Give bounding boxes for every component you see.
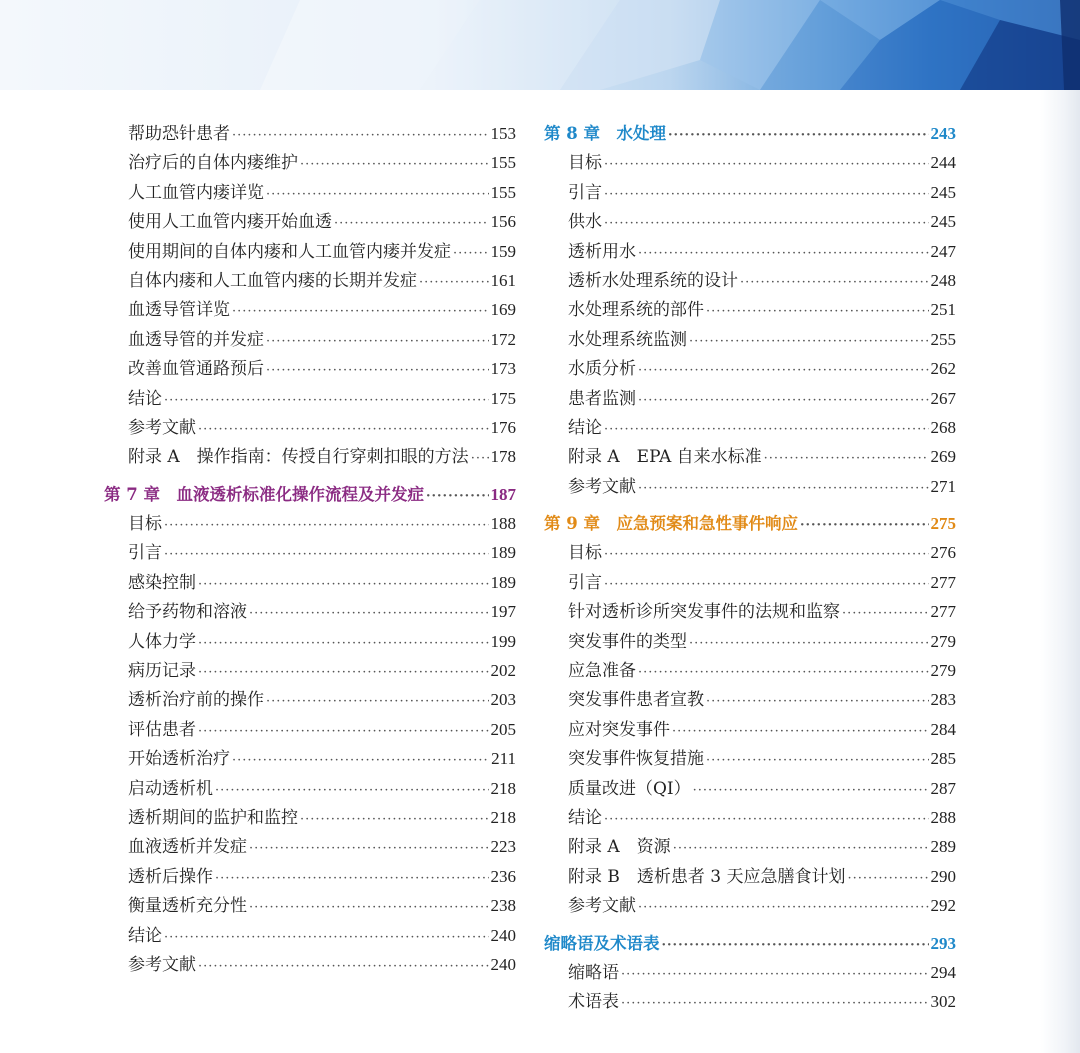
toc-page-number: 248: [930, 270, 956, 290]
toc-page-number: 240: [490, 954, 516, 974]
toc-page-number: 244: [930, 153, 956, 173]
toc-page-number: 172: [490, 329, 516, 349]
dot-leader: [604, 570, 929, 599]
dot-leader: [249, 893, 489, 922]
dot-leader: [604, 150, 929, 179]
toc-entry-title: 目标: [568, 153, 602, 174]
toc-entry-title: 附录 B 透析患者 3 天应急膳食计划: [568, 866, 846, 887]
toc-entry-title: 附录 A 操作指南：传授自行穿刺扣眼的方法: [128, 447, 469, 468]
toc-page-number: 251: [930, 300, 956, 320]
toc-entry: [104, 266, 516, 295]
toc-entry-title: 应急准备: [568, 661, 636, 682]
page-edge-decoration: [1040, 90, 1080, 1053]
toc-entry-title: 透析期间的监护和监控: [128, 807, 298, 828]
toc-page-number: 275: [930, 514, 956, 534]
dot-leader: [689, 629, 929, 658]
toc-entry: [544, 538, 956, 567]
toc-entry-title: 评估患者: [128, 719, 196, 740]
toc-page-number: 302: [930, 992, 956, 1012]
toc-page-number: 294: [930, 962, 956, 982]
dot-leader: [673, 834, 929, 863]
dot-leader: [215, 864, 489, 893]
dot-leader: [621, 960, 929, 989]
dot-leader: [249, 599, 489, 628]
dot-leader: [266, 356, 489, 385]
toc-page-number: 155: [490, 153, 516, 173]
toc-entry-title: 自体内瘘和人工血管内瘘的长期并发症: [128, 270, 417, 291]
toc-entry: [104, 891, 516, 920]
dot-leader: [300, 805, 489, 834]
toc-entry: [104, 119, 516, 148]
dot-leader: [740, 268, 929, 297]
toc-entry-title: 治疗后的自体内瘘维护: [128, 153, 298, 174]
toc-entry: [544, 237, 956, 266]
toc-entry-title: 参考文献: [128, 954, 196, 975]
dot-leader: [638, 239, 929, 268]
toc-entry-title: 引言: [568, 182, 602, 203]
toc-entry-title: 术语表: [568, 992, 619, 1013]
toc-entry-title: 血液透析并发症: [128, 837, 247, 858]
toc-page-number: 178: [490, 447, 516, 467]
toc-entry-title: 附录 A EPA 自来水标准: [568, 447, 762, 468]
toc-entry: [544, 568, 956, 597]
toc-entry-title: 衡量透析充分性: [128, 896, 247, 917]
toc-entry: [104, 413, 516, 442]
toc-entry: [544, 266, 956, 295]
toc-page-number: 288: [930, 807, 956, 827]
toc-page-number: 153: [490, 124, 516, 143]
dot-leader: [604, 209, 929, 238]
toc-page-number: 205: [490, 719, 516, 739]
toc-page-number: 156: [490, 212, 516, 232]
toc-page-number: 293: [930, 933, 956, 953]
toc-entry-title: 透析用水: [568, 241, 636, 262]
dot-leader: [848, 864, 929, 893]
dot-leader: [764, 444, 929, 473]
toc-entry: [104, 325, 516, 354]
toc-page-number: 202: [490, 661, 516, 681]
toc-entry: [544, 178, 956, 207]
dot-leader: [604, 805, 929, 834]
toc-entry: [544, 656, 956, 685]
toc-entry-title: 供水: [568, 212, 602, 233]
dot-leader: [706, 297, 929, 326]
toc-page-number: 267: [930, 388, 956, 408]
dot-leader: [300, 150, 489, 179]
toc-page-number: 223: [490, 837, 516, 857]
toc-entry-title: 针对透析诊所突发事件的法规和监察: [568, 602, 840, 623]
dot-leader: [672, 717, 929, 746]
toc-page-number: 262: [930, 359, 956, 379]
toc-entry-title: 参考文献: [128, 417, 196, 438]
toc-page-number: 247: [930, 241, 956, 261]
toc-entry: [104, 178, 516, 207]
toc-entry-title: 引言: [568, 572, 602, 593]
toc-entry: [104, 744, 516, 773]
toc-entry-title: 目标: [128, 514, 162, 535]
toc-page-number: 211: [491, 749, 516, 769]
toc-entry: [544, 862, 956, 891]
toc-page-number: 189: [490, 572, 516, 592]
toc-entry-title: 突发事件患者宣教: [568, 690, 704, 711]
toc-page-number: 175: [490, 388, 516, 408]
header-banner: [0, 0, 1080, 90]
toc-entry-title: 水质分析: [568, 359, 636, 380]
toc-entry-title: 缩略语及术语表: [544, 933, 660, 953]
toc-entry: [544, 627, 956, 656]
toc-entry-title: 启动透析机: [128, 778, 213, 799]
toc-entry-title: 缩略语: [568, 962, 619, 983]
dot-leader: [266, 687, 489, 716]
toc-entry-title: 应对突发事件: [568, 719, 670, 740]
toc-entry: [104, 597, 516, 626]
toc-page-number: 268: [930, 417, 956, 437]
toc-entry-title: 感染控制: [128, 572, 196, 593]
toc-page-number: 276: [930, 543, 956, 563]
toc-entry: [104, 568, 516, 597]
toc-entry-title: 突发事件恢复措施: [568, 749, 704, 770]
toc-entry: [544, 715, 956, 744]
dot-leader: [249, 834, 489, 863]
toc-entry: [544, 987, 956, 1016]
dot-leader: [164, 923, 489, 952]
dot-leader: [604, 415, 929, 444]
toc-chapter-heading: [544, 119, 956, 148]
dot-leader: [334, 209, 489, 238]
toc-entry: [104, 627, 516, 656]
toc-entry: [104, 384, 516, 413]
dot-leader: [706, 746, 929, 775]
toc-entry: [544, 685, 956, 714]
dot-leader: [662, 931, 929, 960]
toc-entry-title: 血透导管的并发症: [128, 329, 264, 350]
dot-leader: [638, 356, 929, 385]
dot-leader: [198, 952, 489, 981]
dot-leader: [198, 658, 489, 687]
toc-page-number: 287: [930, 778, 956, 798]
toc-entry-title: 第 7 章 血液透析标准化操作流程及并发症: [104, 484, 424, 504]
toc-page-number: 197: [490, 602, 516, 622]
dot-leader: [689, 327, 929, 356]
toc-page-number: 279: [930, 631, 956, 651]
toc-page-number: 245: [930, 212, 956, 232]
toc-entry-title: 水处理系统监测: [568, 329, 687, 350]
toc-page-number: 161: [490, 270, 516, 290]
toc-entry: [544, 958, 956, 987]
toc-entry: [544, 891, 956, 920]
toc-entry: [104, 148, 516, 177]
toc-entry-title: 人工血管内瘘详览: [128, 182, 264, 203]
toc-entry-title: 病历记录: [128, 661, 196, 682]
toc-entry: [104, 685, 516, 714]
toc-page-number: 203: [490, 690, 516, 710]
toc-entry: [104, 237, 516, 266]
toc-page-number: 245: [930, 182, 956, 202]
toc-page-number: 284: [930, 719, 956, 739]
toc-page-number: 243: [930, 124, 956, 143]
toc-entry-title: 使用人工血管内瘘开始血透: [128, 212, 332, 233]
toc-page-number: 269: [930, 447, 956, 467]
toc-page-number: 173: [490, 359, 516, 379]
dot-leader: [164, 540, 489, 569]
toc-entry: [104, 862, 516, 891]
toc-entry: [544, 384, 956, 413]
toc-entry: [544, 803, 956, 832]
toc-page-number: 176: [490, 417, 516, 437]
toc-entry: [104, 538, 516, 567]
toc-entry: [104, 774, 516, 803]
toc-entry: [544, 413, 956, 442]
dot-leader: [604, 540, 929, 569]
dot-leader: [842, 599, 929, 628]
dot-leader: [419, 268, 489, 297]
toc-entry: [104, 509, 516, 538]
toc-entry-title: 第 9 章 应急预案和急性事件响应: [544, 514, 798, 534]
toc-entry-title: 第 8 章 水处理: [544, 124, 666, 143]
toc-entry: [544, 597, 956, 626]
toc-page-number: 289: [930, 837, 956, 857]
toc-entry-title: 透析水处理系统的设计: [568, 270, 738, 291]
toc-entry-title: 给予药物和溶液: [128, 602, 247, 623]
dot-leader: [198, 415, 489, 444]
toc-entry-title: 结论: [568, 417, 602, 438]
polygon-pattern-decoration: [0, 0, 1080, 90]
toc-entry: [104, 295, 516, 324]
toc-page-number: 255: [930, 329, 956, 349]
toc-page-number: 283: [930, 690, 956, 710]
toc-page-number: 271: [930, 476, 956, 496]
toc-entry: [544, 207, 956, 236]
toc-entry-title: 改善血管通路预后: [128, 359, 264, 380]
toc-entry: [544, 295, 956, 324]
dot-leader: [198, 570, 489, 599]
toc-entry: [104, 656, 516, 685]
toc-entry: [544, 442, 956, 471]
toc-entry-title: 患者监测: [568, 388, 636, 409]
toc-page-number: 236: [490, 866, 516, 886]
toc-page-number: 189: [490, 543, 516, 563]
dot-leader: [800, 511, 929, 540]
dot-leader: [638, 893, 929, 922]
toc-entry: [544, 354, 956, 383]
toc-entry-title: 结论: [568, 807, 602, 828]
toc-page-number: 155: [490, 182, 516, 202]
toc-page-number: 159: [490, 241, 516, 261]
toc-entry-title: 透析后操作: [128, 866, 213, 887]
toc-left-column: [104, 119, 516, 979]
toc-page-number: 277: [930, 602, 956, 622]
toc-page-number: 187: [490, 484, 516, 504]
toc-entry-title: 结论: [128, 925, 162, 946]
toc-entry-title: 血透导管详览: [128, 300, 230, 321]
toc-page-number: 240: [490, 925, 516, 945]
toc-entry-title: 水处理系统的部件: [568, 300, 704, 321]
dot-leader: [453, 239, 489, 268]
toc-page-number: 290: [930, 866, 956, 886]
toc-page-number: 188: [490, 514, 516, 534]
toc-entry: [544, 472, 956, 501]
toc-entry: [544, 148, 956, 177]
dot-leader: [604, 180, 929, 209]
toc-page-number: 292: [930, 896, 956, 916]
toc-chapter-heading: [104, 480, 516, 509]
dot-leader: [232, 121, 489, 150]
toc-entry: [544, 325, 956, 354]
toc-entry-title: 质量改进（QI）: [568, 778, 691, 799]
dot-leader: [232, 297, 489, 326]
toc-entry: [544, 774, 956, 803]
toc-entry-title: 透析治疗前的操作: [128, 690, 264, 711]
toc-page-number: 238: [490, 896, 516, 916]
dot-leader: [706, 687, 929, 716]
toc-entry-title: 人体力学: [128, 631, 196, 652]
toc-entry-title: 目标: [568, 543, 602, 564]
dot-leader: [215, 776, 489, 805]
dot-leader: [621, 989, 929, 1018]
toc-entry-title: 使用期间的自体内瘘和人工血管内瘘并发症: [128, 241, 451, 262]
toc-chapter-heading: [544, 929, 956, 958]
toc-right-column: [544, 119, 956, 1017]
toc-entry: [104, 803, 516, 832]
toc-entry-title: 参考文献: [568, 476, 636, 497]
dot-leader: [232, 746, 489, 775]
toc-entry: [544, 832, 956, 861]
dot-leader: [266, 327, 489, 356]
dot-leader: [668, 121, 929, 150]
toc-page-number: 218: [490, 778, 516, 798]
toc-chapter-heading: [544, 509, 956, 538]
dot-leader: [426, 482, 489, 511]
toc-page-number: 277: [930, 572, 956, 592]
toc-entry: [104, 921, 516, 950]
toc-page-number: 199: [490, 631, 516, 651]
toc-page-number: 285: [930, 749, 956, 769]
toc-entry-title: 突发事件的类型: [568, 631, 687, 652]
toc-page-number: 169: [490, 300, 516, 320]
dot-leader: [198, 717, 489, 746]
dot-leader: [638, 474, 929, 503]
toc-entry: [104, 207, 516, 236]
dot-leader: [164, 511, 489, 540]
toc-page-number: 218: [490, 807, 516, 827]
toc-entry: [104, 442, 516, 471]
toc-entry: [104, 715, 516, 744]
dot-leader: [198, 629, 489, 658]
toc-entry: [104, 354, 516, 383]
dot-leader: [471, 444, 489, 473]
dot-leader: [693, 776, 929, 805]
dot-leader: [638, 386, 929, 415]
dot-leader: [164, 386, 489, 415]
toc-entry: [544, 744, 956, 773]
toc-entry-title: 附录 A 资源: [568, 837, 671, 858]
dot-leader: [638, 658, 929, 687]
toc-entry: [104, 832, 516, 861]
toc-page-number: 279: [930, 661, 956, 681]
toc-entry-title: 开始透析治疗: [128, 749, 230, 770]
dot-leader: [266, 180, 489, 209]
toc-entry: [104, 950, 516, 979]
toc-entry-title: 参考文献: [568, 896, 636, 917]
toc-entry-title: 引言: [128, 543, 162, 564]
toc-entry-title: 帮助恐针患者: [128, 124, 230, 144]
toc-entry-title: 结论: [128, 388, 162, 409]
